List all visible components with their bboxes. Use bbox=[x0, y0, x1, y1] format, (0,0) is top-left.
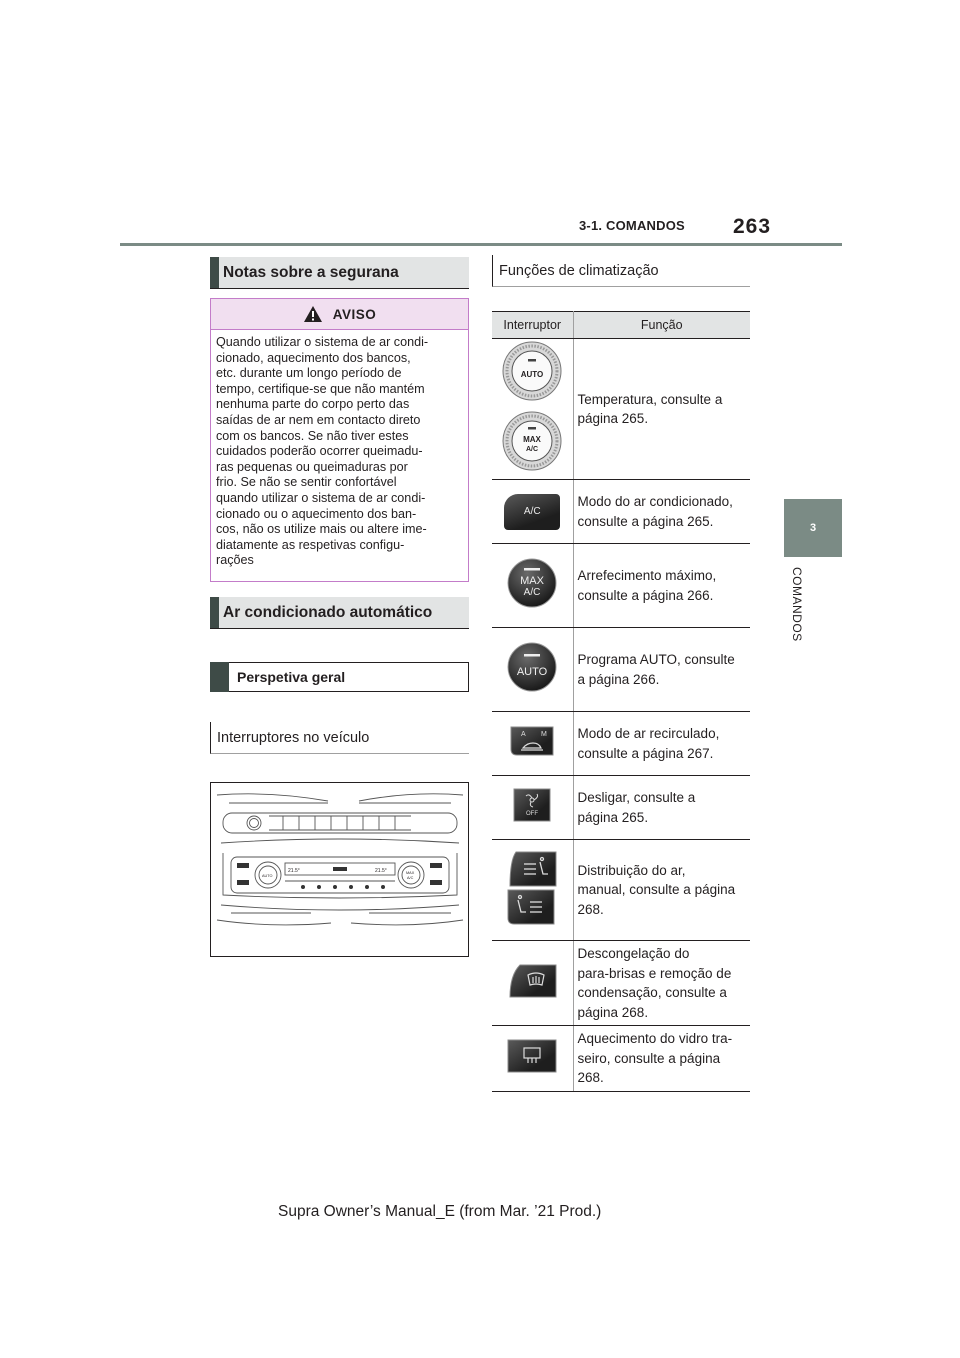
function-line: Modo do ar condicionado, bbox=[577, 494, 733, 509]
table-row bbox=[492, 339, 750, 480]
warning-triangle-icon bbox=[303, 305, 323, 323]
air-distribution-button-icon bbox=[492, 840, 573, 941]
ac-heading-text: Ar condicionado automático bbox=[223, 603, 433, 621]
auto-button-icon bbox=[492, 628, 573, 712]
function-text bbox=[573, 1026, 750, 1092]
function-text bbox=[573, 776, 750, 840]
table-header-row bbox=[492, 312, 750, 339]
warning-line: Quando utilizar o sistema de ar condi- bbox=[216, 335, 429, 349]
recirculation-button-icon bbox=[492, 712, 573, 776]
table-row bbox=[492, 776, 750, 840]
function-line: consulte a página 266. bbox=[577, 587, 714, 603]
function-line: Temperatura, consulte a bbox=[577, 391, 723, 407]
function-line: página 265. bbox=[577, 411, 649, 426]
function-line: Descongelação do bbox=[577, 946, 690, 961]
table-row bbox=[492, 1026, 750, 1092]
chapter-tab[interactable]: 3 bbox=[784, 499, 842, 557]
table-row bbox=[492, 480, 750, 544]
function-text bbox=[573, 941, 750, 1026]
ac-heading bbox=[210, 597, 469, 629]
switches-heading bbox=[210, 722, 469, 754]
knob-auto-label: AUTO bbox=[520, 369, 544, 379]
warning-line: quando utilizar o sistema de ar condi- bbox=[216, 490, 426, 505]
function-line: consulte a página 265. bbox=[577, 513, 714, 529]
function-line: a página 266. bbox=[577, 671, 660, 687]
functions-heading-text: Funções de climatização bbox=[499, 262, 659, 279]
max-ac-label: A/C bbox=[523, 587, 541, 598]
warning-line: frio. Se não se sentir confortável bbox=[216, 475, 397, 490]
function-line: Modo de ar recirculado, bbox=[577, 726, 720, 741]
warning-line: ras pequenas ou queimaduras por bbox=[216, 459, 408, 474]
function-text bbox=[573, 628, 750, 712]
switches-heading-text: Interruptores no veículo bbox=[217, 729, 370, 746]
knob-ac-label: A/C bbox=[526, 445, 539, 453]
footer-text: Supra Owner’s Manual_E (from Mar. ’21 Prod.) bbox=[278, 1203, 602, 1220]
off-button-icon bbox=[492, 776, 573, 840]
chapter-label: COMANDOS bbox=[790, 567, 804, 642]
function-line: Desligar, consulte a bbox=[577, 790, 696, 805]
max-label: MAX bbox=[520, 575, 545, 587]
table-row bbox=[492, 544, 750, 628]
panel-max-label: MAX bbox=[406, 871, 415, 875]
max-ac-button-icon bbox=[492, 544, 573, 628]
ac-button-icon bbox=[492, 480, 573, 544]
warning-line: saídas de ar nem em contacto direto bbox=[216, 412, 421, 427]
function-line: 268. bbox=[577, 1070, 604, 1086]
warning-line: rações bbox=[216, 553, 254, 568]
warning-line: cionado, aquecimento dos bancos, bbox=[216, 350, 411, 365]
col-header-switch: Interruptor bbox=[492, 312, 573, 339]
function-text bbox=[573, 544, 750, 628]
section-title: 3-1. COMANDOS bbox=[579, 218, 685, 233]
windshield-defrost-button-icon bbox=[492, 941, 573, 1026]
function-text bbox=[573, 339, 750, 480]
warning-box bbox=[210, 298, 469, 582]
auto-label: AUTO bbox=[517, 666, 548, 678]
table-row bbox=[492, 628, 750, 712]
ac-button-label: A/C bbox=[504, 494, 560, 530]
warning-line: cos, não os utilize mais ou altere ime- bbox=[216, 522, 427, 537]
function-line: manual, consulte a página bbox=[577, 882, 736, 898]
function-line: página 265. bbox=[577, 809, 649, 825]
warning-line: nenhuma parte do corpo perto das bbox=[216, 397, 410, 412]
function-line: condensação, consulte a bbox=[577, 985, 727, 1000]
recirc-a-label: A bbox=[521, 731, 526, 738]
table-row bbox=[492, 941, 750, 1026]
col-header-function: Função bbox=[573, 312, 750, 339]
warning-line: cuidados poderão ocorrer queimadu- bbox=[216, 444, 423, 459]
recirc-m-label: M bbox=[541, 731, 548, 738]
temperature-knob-icon bbox=[492, 339, 573, 480]
function-line: para-brisas e remoção de bbox=[577, 965, 732, 981]
header-divider bbox=[120, 243, 842, 246]
dashboard-illustration bbox=[210, 782, 469, 957]
function-text bbox=[573, 480, 750, 544]
function-line: página 268. bbox=[577, 1004, 649, 1020]
function-line: consulte a página 267. bbox=[577, 745, 714, 761]
function-line: Programa AUTO, consulte bbox=[577, 652, 735, 667]
warning-text bbox=[211, 330, 468, 569]
table-row bbox=[492, 712, 750, 776]
safety-heading bbox=[210, 257, 469, 289]
rear-window-heat-button-icon bbox=[492, 1026, 573, 1092]
overview-heading bbox=[210, 662, 469, 692]
functions-heading bbox=[492, 255, 750, 287]
function-line: Aquecimento do vidro tra- bbox=[577, 1031, 733, 1047]
panel-ac-label: A/C bbox=[407, 876, 414, 880]
function-text bbox=[573, 712, 750, 776]
functions-table bbox=[492, 311, 750, 1092]
warning-line: etc. durante um longo período de bbox=[216, 366, 402, 381]
function-line: Arrefecimento máximo, bbox=[577, 568, 717, 583]
function-text bbox=[573, 840, 750, 941]
warning-line: diatamente as respetivas configu- bbox=[216, 537, 405, 552]
knob-max-label: MAX bbox=[523, 434, 542, 444]
warning-line: tempo, certifique-se que não mantém bbox=[216, 381, 425, 396]
off-label: OFF bbox=[526, 811, 539, 817]
warning-title: AVISO bbox=[332, 306, 377, 322]
function-line: 268. bbox=[577, 901, 604, 917]
function-line: seiro, consulte a página bbox=[577, 1050, 721, 1066]
warning-line: com os bancos. Se não tiver estes bbox=[216, 428, 409, 443]
safety-heading-text: Notas sobre a segurana bbox=[223, 263, 399, 281]
warning-line: cionado ou o aquecimento dos ban- bbox=[216, 506, 417, 521]
panel-temp-right: 21.5° bbox=[375, 868, 387, 874]
function-line: Distribuição do ar, bbox=[577, 862, 686, 878]
panel-temp-left: 21.5° bbox=[288, 868, 300, 874]
page-number: 263 bbox=[733, 215, 772, 238]
table-row bbox=[492, 840, 750, 941]
overview-heading-text: Perspetiva geral bbox=[237, 669, 346, 685]
panel-auto-label: AUTO bbox=[262, 874, 273, 878]
warning-title-bar bbox=[211, 299, 468, 330]
climate-panel-drawing bbox=[211, 783, 468, 956]
